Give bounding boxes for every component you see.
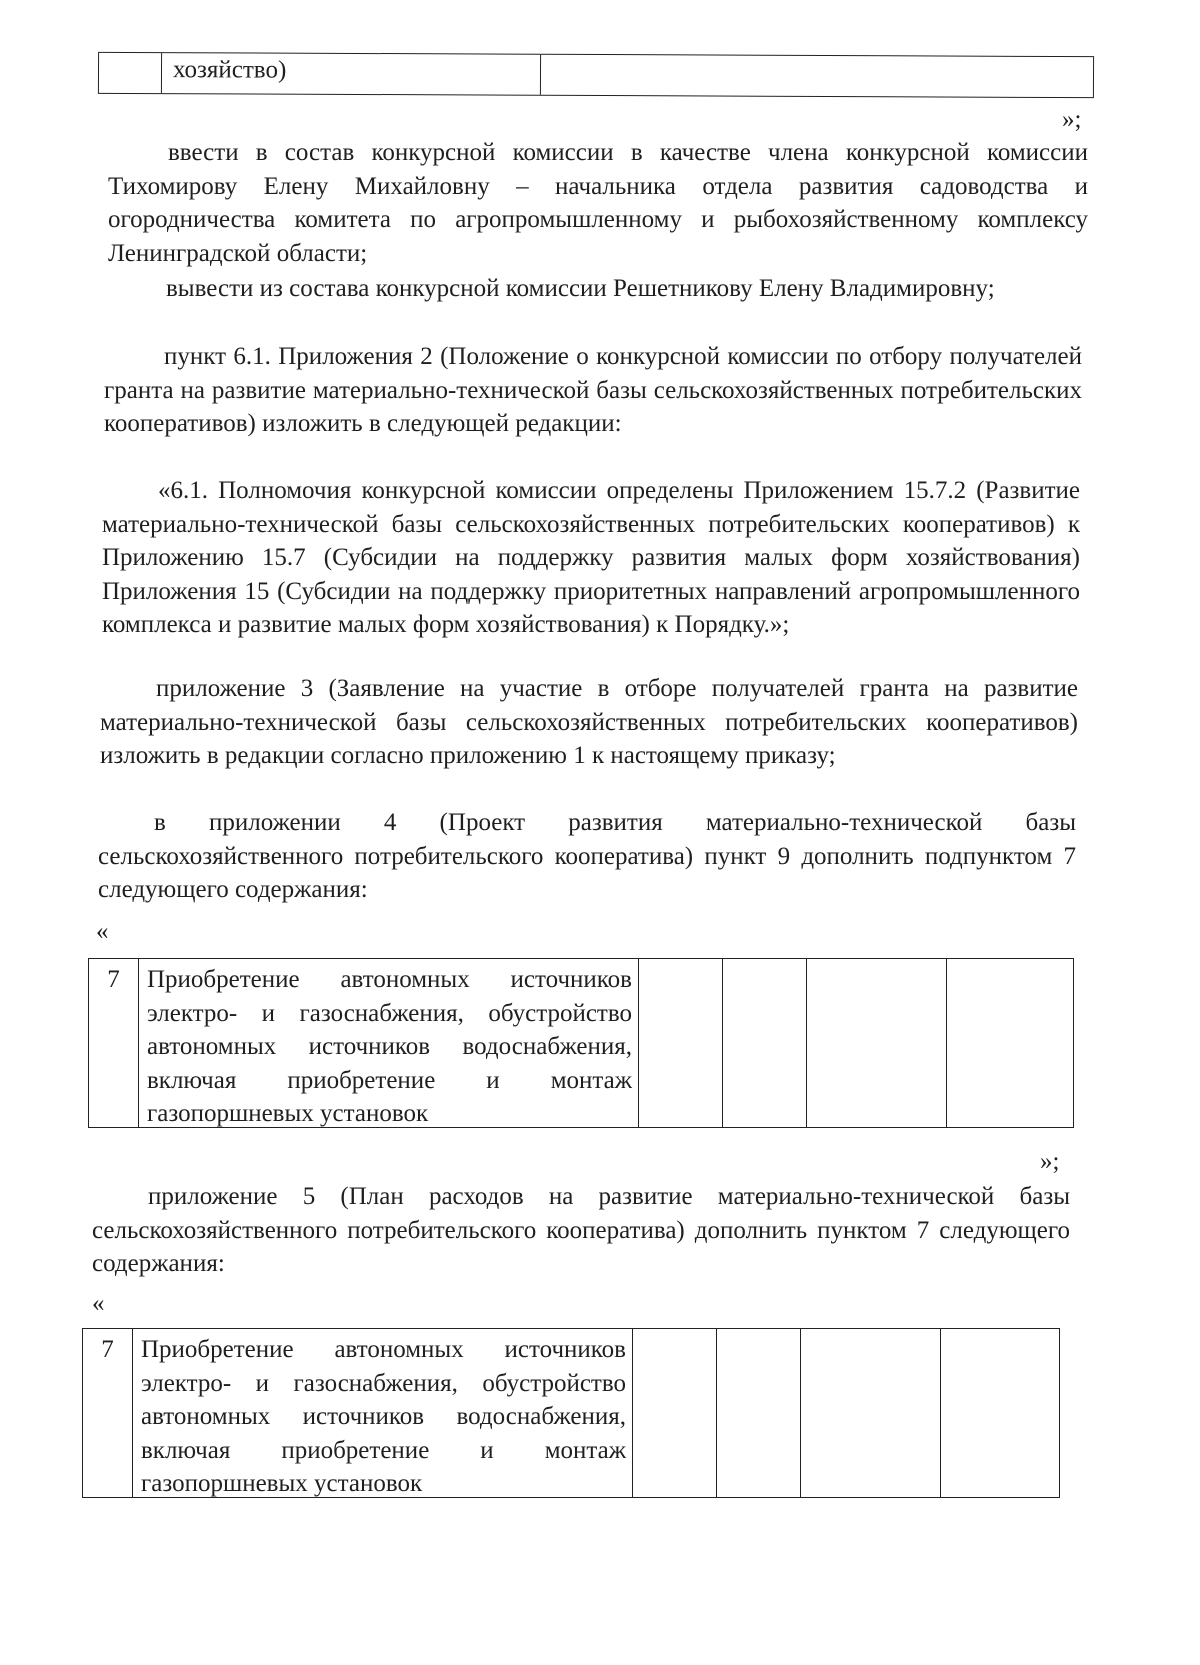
- description-line: электро- и газоснабжения, обустройство: [147, 999, 632, 1027]
- description-line: Приобретение автономных источников: [141, 1336, 626, 1363]
- item-table-appendix-4: [88, 958, 1074, 1128]
- description-line: включая приобретение и монтаж: [141, 1436, 626, 1464]
- table-cell-text: хозяйство): [161, 53, 541, 95]
- description-line: газопоршневых установок: [147, 1100, 429, 1127]
- table-cell-empty: [801, 1329, 941, 1497]
- description-line: Приобретение автономных источников: [147, 966, 632, 993]
- table-row-number: 7: [83, 1329, 133, 1497]
- description-line: электро- и газоснабжения, обустройство: [141, 1369, 626, 1397]
- description-line: включая приобретение и монтаж: [147, 1066, 632, 1094]
- description-line: газопоршневых установок: [141, 1470, 423, 1497]
- paragraph-item-6-1: пункт 6.1. Приложения 2 (Положение о конкурсной комиссии по отбору получателей гранта на развитие материально-технической базы сельскохозяйственных потребительских кооперативов) изложить в следующей редакции:: [104, 343, 1082, 437]
- paragraph-add-member: ввести в состав конкурсной комиссии в качестве члена конкурсной комиссии Тихомирову Елену Михайловну – начальника отдела развития садоводства и огородничества комитета по агропромышленному и рыбохозяйственному комплексу Ленинградской области;: [108, 139, 1088, 267]
- table-cell-empty: [717, 1329, 801, 1497]
- table-cell-empty: [99, 53, 162, 93]
- table-fragment-top: [98, 52, 1094, 98]
- table-cell-empty: [639, 959, 723, 1127]
- opening-quote: «: [92, 1290, 105, 1317]
- description-line: автономных источников водоснабжения,: [147, 1033, 632, 1060]
- table-cell-empty: [807, 959, 947, 1127]
- opening-quote: «: [96, 918, 109, 945]
- description-line: автономных источников водоснабжения,: [141, 1403, 626, 1430]
- paragraph-appendix-5: приложение 5 (План расходов на развитие материально-технической базы сельскохозяйственного потребительского кооператива) дополнить пунктом 7 следующего содержания:: [92, 1183, 1070, 1277]
- paragraph-quote-6-1: «6.1. Полномочия конкурсной комиссии определены Приложением 15.7.2 (Развитие материально-технической базы сельскохозяйственных потребительских кооперативов) к Приложению 15.7 (Субсидии на поддержку развития малых форм хозяйствования) Приложения 15 (Субсидии на поддержку приоритетных направлений агропромышленного комплекса и развитие малых форм хозяйствования) к Порядку.»;: [102, 477, 1080, 638]
- table-row-description: [133, 1329, 633, 1497]
- item-table-appendix-5: [82, 1328, 1060, 1498]
- table-row-description: [139, 959, 639, 1127]
- closing-quote: »;: [1062, 106, 1082, 133]
- table-cell-empty: [723, 959, 807, 1127]
- closing-quote: »;: [1040, 1148, 1060, 1175]
- paragraph-remove-member: вывести из состава конкурсной комиссии Решетникову Елену Владимировну;: [166, 275, 995, 302]
- table-row-number: 7: [89, 959, 139, 1127]
- paragraph-appendix-4: в приложении 4 (Проект развития материально-технической базы сельскохозяйственного потребительского кооператива) пункт 9 дополнить подпунктом 7 следующего содержания:: [98, 809, 1076, 903]
- paragraph-appendix-3: приложение 3 (Заявление на участие в отборе получателей гранта на развитие материально-технической базы сельскохозяйственных потребительских кооперативов) изложить в редакции согласно приложению 1 к настоящему приказу;: [100, 675, 1078, 769]
- table-cell-empty: [633, 1329, 717, 1497]
